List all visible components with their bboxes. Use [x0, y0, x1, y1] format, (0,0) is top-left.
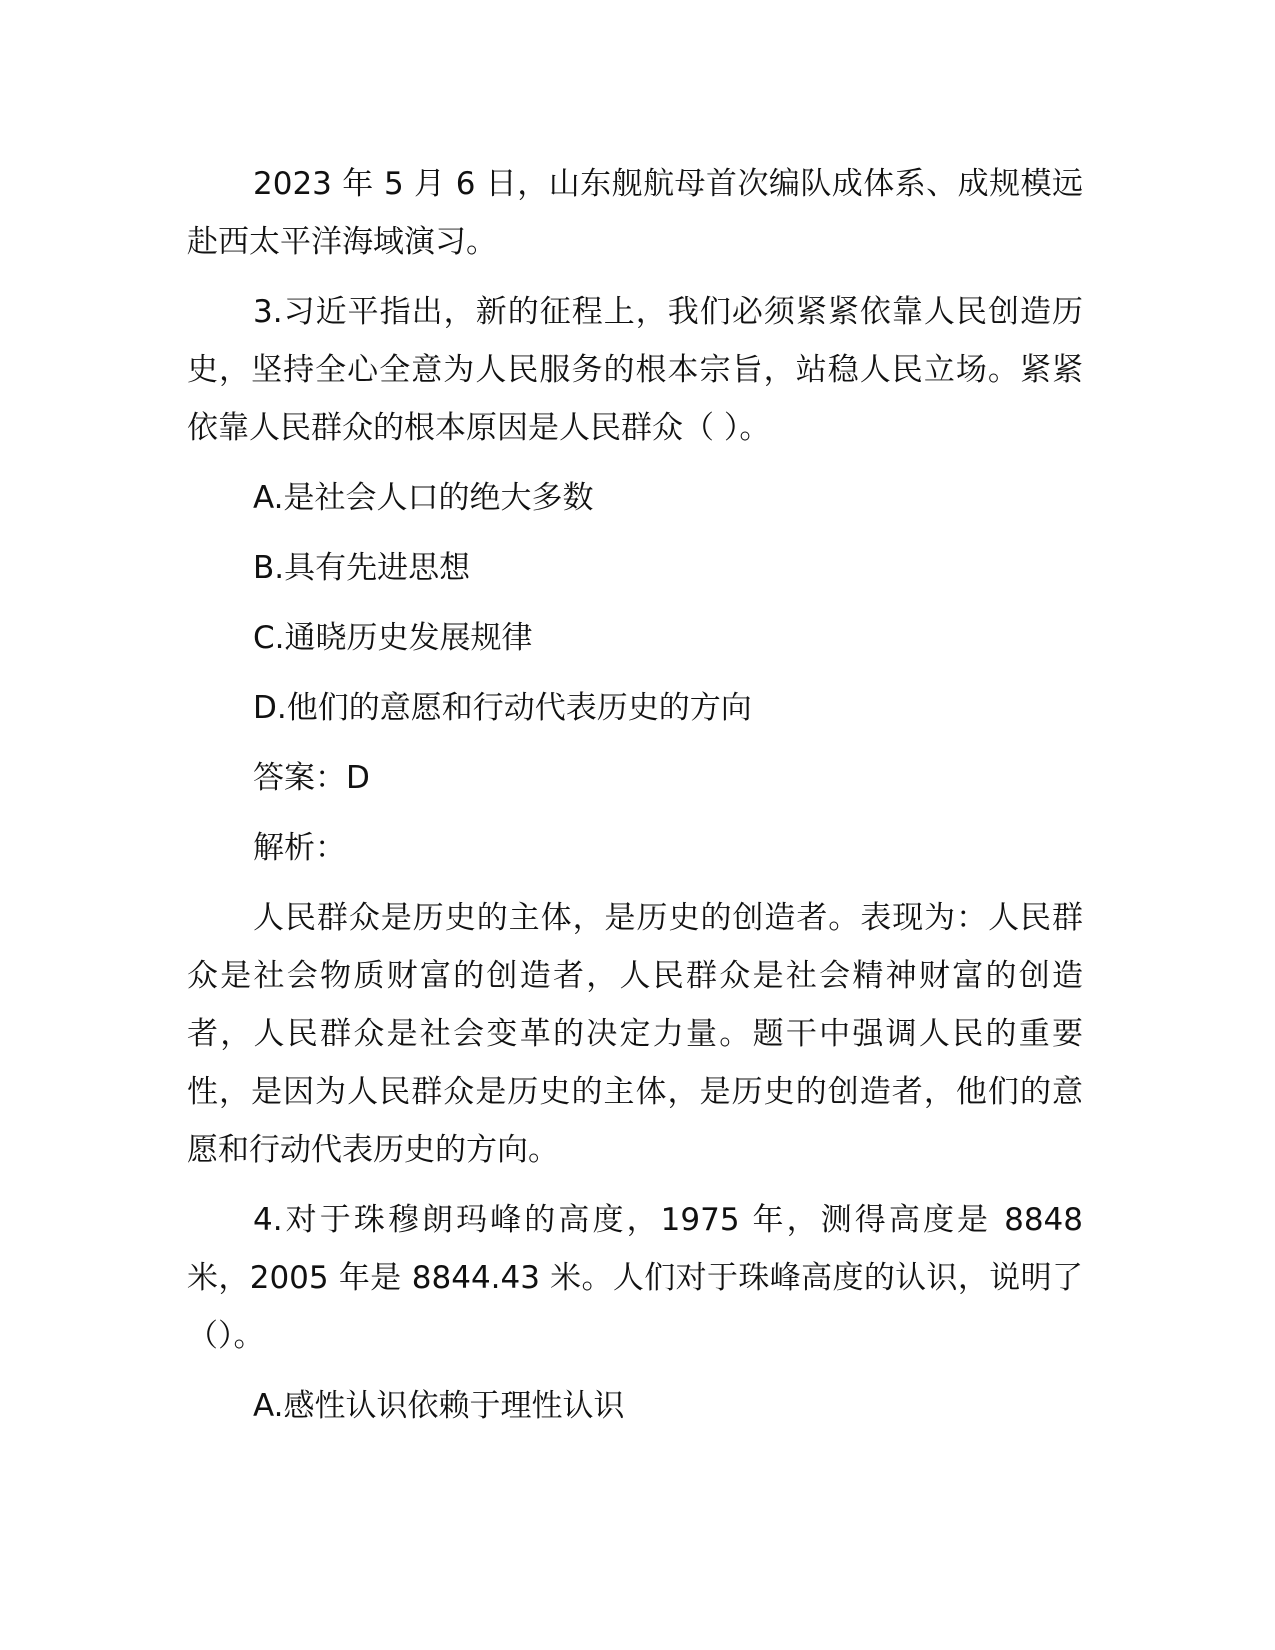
- question-3-answer: 答案：D: [253, 760, 370, 796]
- question-3-analysis: 人民群众是历史的主体，是历史的创造者。表现为：人民群众是社会物质财富的创造者，人民群众是社会精神财富的创造者，人民群众是社会变革的决定力量。题干中强调人民的重要性，是因为人民群众是历史的主体，是历史的创造者，他们的意愿和行动代表历史的方向。: [187, 900, 1083, 1168]
- question-3-analysis-label: 解析：: [253, 830, 346, 866]
- question-3-option-b: B.具有先进思想: [253, 550, 471, 586]
- question-4-stem: 4.对于珠穆朗玛峰的高度，1975 年，测得高度是 8848 米，2005 年是 8844.43 米。人们对于珠峰高度的认识，说明了（）。: [187, 1202, 1083, 1354]
- question-3-option-c: C.通晓历史发展规律: [253, 620, 533, 656]
- question-3-option-a: A.是社会人口的绝大多数: [253, 480, 594, 516]
- document-body: [187, 155, 1083, 1435]
- intro-paragraph: 2023 年 5 月 6 日，山东舰航母首次编队成体系、成规模远赴西太平洋海域演习。: [187, 166, 1083, 260]
- question-4-option-a: A.感性认识依赖于理性认识: [253, 1388, 625, 1424]
- question-3-option-d: D.他们的意愿和行动代表历史的方向: [253, 690, 752, 726]
- question-3-stem: 3.习近平指出，新的征程上，我们必须紧紧依靠人民创造历史，坚持全心全意为人民服务的根本宗旨，站稳人民立场。紧紧依靠人民群众的根本原因是人民群众（ ）。: [187, 294, 1083, 446]
